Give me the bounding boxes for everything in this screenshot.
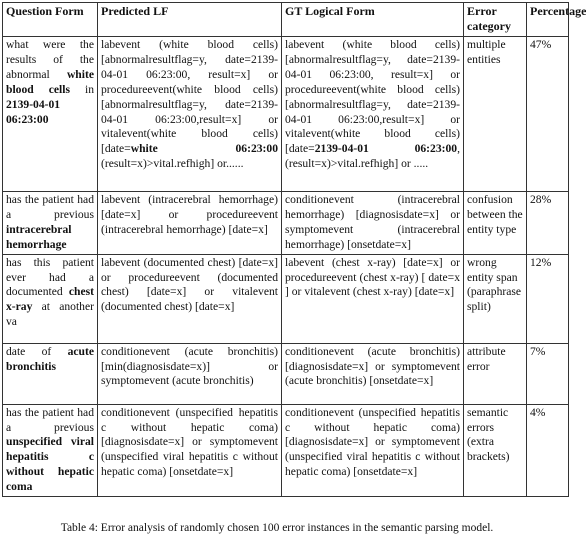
text-segment: date of (6, 344, 68, 358)
bold-segment: 2139-04-01 06:23:00 (6, 97, 61, 126)
percentage-cell: 7% (527, 343, 569, 404)
text-segment: conditionevent (acute bronchitis) [diagnosisdate=x] or symptomevent (acute bronchitis) [onsetdate=x] (285, 344, 460, 388)
bold-segment: unspecified viral hepatitis c without hepatic coma (6, 435, 94, 494)
header-error-category: Error category (464, 3, 527, 37)
predicted-lf-cell (98, 254, 282, 343)
text-segment: conditionevent (unspecified hepatitis c without hepatic coma) [diagnosisdate=x] or symptomevent (unspecified viral hepatitis c without hepatic coma) [onsetdate=x] (285, 405, 460, 479)
text-segment: at another va (6, 300, 94, 329)
error-category-cell: wrong entity span (paraphrase split) (464, 254, 527, 343)
percentage-cell: 47% (527, 37, 569, 192)
predicted-lf-cell (98, 37, 282, 192)
gt-lf-cell (282, 192, 464, 255)
text-segment: labevent (chest x-ray) [date=x] or procedureevent (chest x-ray) [ date=x ] or vitalevent (chest x-ray) [date=x] (285, 255, 460, 299)
bold-segment: chest x-ray (6, 285, 94, 314)
header-predicted-lf: Predicted LF (98, 3, 282, 37)
question-cell (3, 37, 98, 192)
bold-segment: 2139-04-01 06:23:00 (314, 142, 458, 156)
text-segment: labevent (documented chest) [date=x] or procedureevent (documented chest) [date=x] or vitalevent (documented chest) [date=x] (101, 255, 278, 314)
text-segment: labevent (white blood cells) [abnormalresultflag=y, date=2139-04-01 06:23:00, result=x] or procedureevent(white blood cells) [abnormalresultflag=y, date=2139-04-01 06:23:00,result=x] or vitalevent(white blood cells) [date= (101, 38, 278, 156)
table-container (2, 2, 586, 502)
text-segment: has the patient had a previous (6, 193, 94, 221)
error-category-cell: confusion between the entity type (464, 192, 527, 255)
gt-lf-cell (282, 404, 464, 496)
percentage-cell: 12% (527, 254, 569, 343)
text-segment: in (69, 82, 94, 96)
gt-lf-cell (282, 37, 464, 192)
text-segment: , (result=x)>vital.refhigh] or ..... (285, 142, 460, 171)
table-row (3, 404, 569, 496)
text-segment: conditionevent (unspecified hepatitis c without hepatic coma) [diagnosisdate=x] or symptomevent (unspecified viral hepatitis c without hepatic coma) [onsetdate=x] (101, 405, 278, 479)
header-row (3, 3, 569, 37)
bold-segment: white 06:23:00 (130, 142, 278, 156)
error-category-cell: semantic errors (extra brackets) (464, 404, 527, 496)
table-caption: Table 4: Error analysis of randomly chosen 100 error instances in the semantic parsing model. (60, 522, 494, 534)
text-segment: has this patient ever had a documented (6, 255, 94, 299)
bold-segment: intracerebral hemorrhage (6, 222, 72, 251)
text-segment: what were the results of the abnormal (6, 38, 94, 81)
text-segment: labevent (white blood cells) [abnormalresultflag=y, date=2139-04-01 06:23:00, result=x] or procedureevent(white blood cells) [abnormalresultflag=y, date=2139-04-01 06:23:00,result=x] or vitalevent(white blood cells) [date= (285, 38, 460, 156)
bold-segment: acute bronchitis (6, 344, 94, 373)
question-cell (3, 404, 98, 496)
text-segment: conditionevent (intracerebral hemorrhage) [diagnosisdate=x] or symptomevent (intracerebral hemorrhage) [onsetdate=x] (285, 193, 460, 251)
question-cell (3, 192, 98, 255)
text-segment: has the patient had a previous (6, 405, 94, 434)
bold-segment: white blood cells (6, 67, 94, 96)
text-segment: labevent (intracerebral hemorrhage) [date=x] or procedureevent (intracerebral hemorrhage) [date=x] (101, 193, 278, 236)
text-segment: conditionevent (acute bronchitis) [min(diagnosisdate=x)] or symptomevent (acute bronchitis) (101, 344, 278, 388)
predicted-lf-cell (98, 192, 282, 255)
header-percentage: Percentage (527, 3, 569, 37)
table-row (3, 343, 569, 404)
table-row (3, 192, 569, 255)
predicted-lf-cell (98, 404, 282, 496)
gt-lf-cell (282, 254, 464, 343)
percentage-cell: 28% (527, 192, 569, 255)
predicted-lf-cell (98, 343, 282, 404)
question-cell (3, 343, 98, 404)
table-row (3, 37, 569, 192)
error-analysis-table (2, 2, 586, 497)
error-category-cell: multiple entities (464, 37, 527, 192)
table-row (3, 254, 569, 343)
text-segment: (result=x)>vital.refhigh] or...... (101, 157, 244, 171)
percentage-cell: 4% (527, 404, 569, 496)
gt-lf-cell (282, 343, 464, 404)
question-cell (3, 254, 98, 343)
error-category-cell: attribute error (464, 343, 527, 404)
header-gt-logical-form: GT Logical Form (282, 3, 464, 37)
header-question-form: Question Form (3, 3, 98, 37)
